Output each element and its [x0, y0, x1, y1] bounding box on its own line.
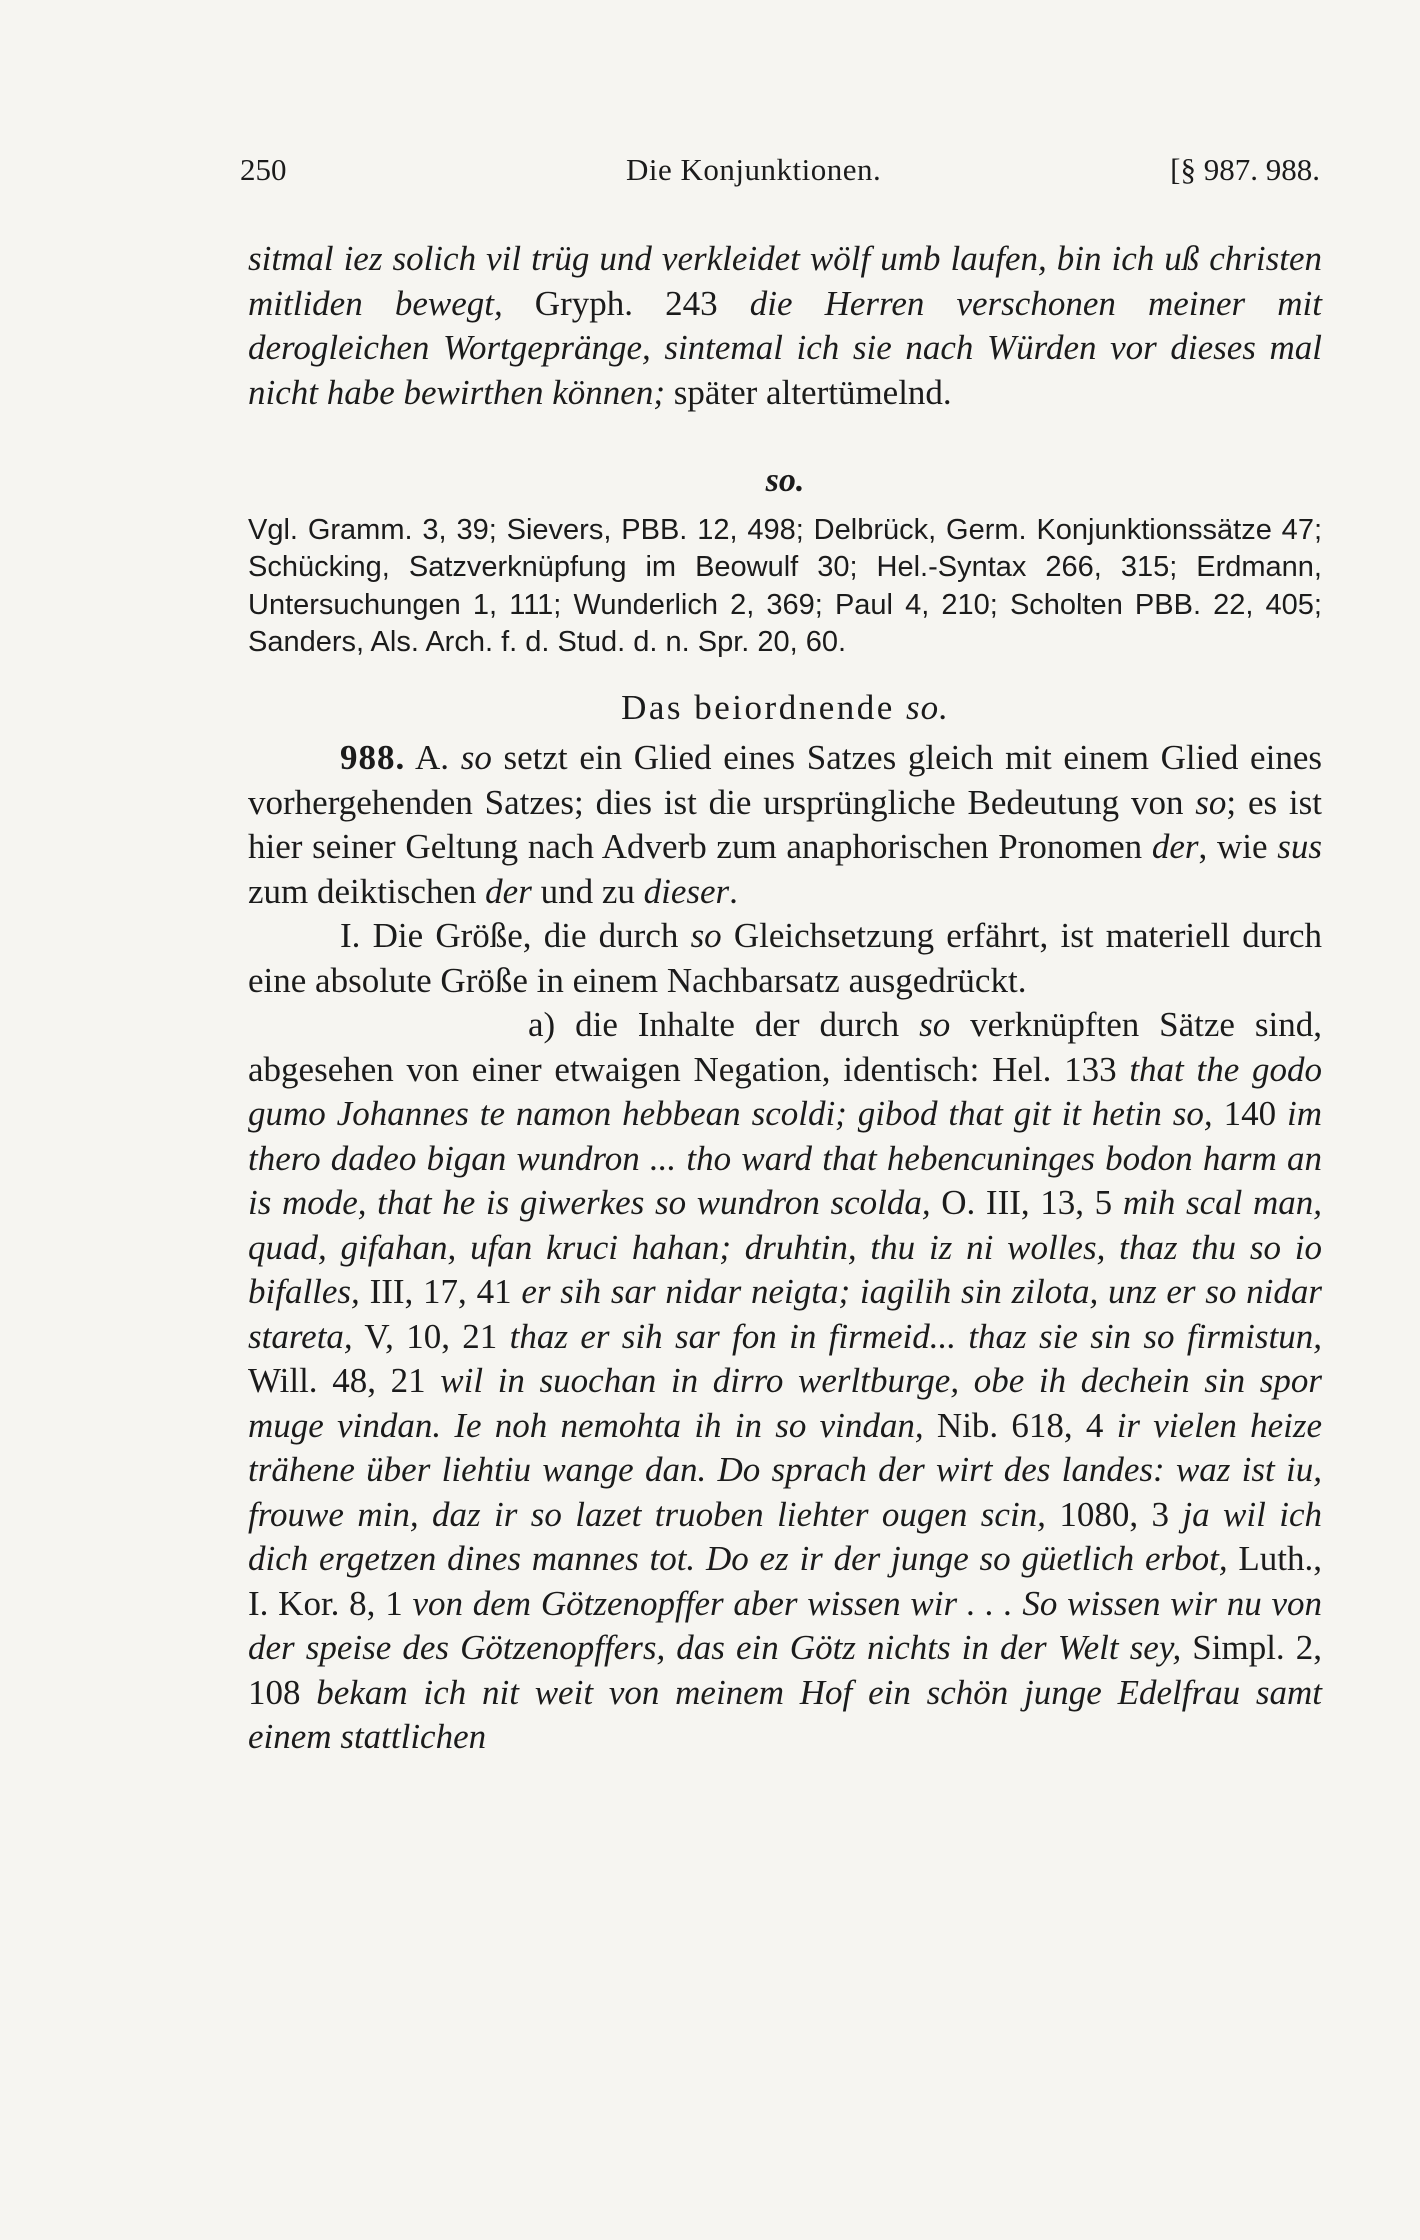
page-number: 250	[240, 152, 287, 187]
section-number: 988.	[340, 738, 406, 777]
quote-text: von dem Götzenopffer aber wissen wir . . . So wissen wir nu von der speise des Götzenopffers, das ein Götz nichts in der Welt sey,	[248, 1583, 1322, 1667]
plain-text: , wie	[1198, 827, 1278, 866]
quote-text: thaz er sih sar fon in firmeid... thaz sie sin so firmistun,	[509, 1316, 1322, 1356]
quote-text: ir vielen heize trähene über liehtiu wange dan. Do sprach der wirt des landes: waz ist iu, frouwe min, daz ir so lazet truoben liehter ougen scin,	[248, 1405, 1323, 1534]
subheading	[248, 686, 1322, 731]
plain-text: Gleichsetzung erfährt, ist materiell durch eine absolute Größe in einem Nachbarsatz ausgedrückt.	[248, 916, 1322, 1000]
subheading-term: so.	[906, 687, 949, 727]
paragraph-988	[248, 736, 1322, 914]
running-header	[240, 152, 1320, 192]
term: so	[460, 738, 492, 777]
quote-text: sitmal iez solich vil trüg und verkleidet wölf umb laufen, bin ich uß christen mitliden bewegt,	[248, 239, 1322, 323]
term: sus	[1277, 827, 1323, 866]
citation: Luth., I. Kor. 8, 1	[248, 1539, 1322, 1623]
citation: 1080, 3	[1045, 1494, 1183, 1534]
citation: Nib. 618, 4	[923, 1405, 1117, 1445]
citation: Gryph. 243	[502, 283, 750, 323]
section-heading: so.	[765, 462, 805, 499]
plain-text: zum deiktischen	[248, 871, 486, 911]
text-body	[248, 237, 1322, 1760]
section-reference: [§ 987. 988.	[1170, 152, 1320, 187]
plain-text: später altertümelnd.	[664, 372, 952, 412]
citation: 140	[1212, 1094, 1287, 1133]
plain-text: I. Die Größe, die durch	[340, 916, 691, 955]
term: so	[919, 1005, 951, 1044]
quote-text: that the godo gumo Johannes te namon hebbean scoldi; gibod that git it hetin so,	[248, 1049, 1323, 1133]
references-paragraph: Vgl. Gramm. 3, 39; Sievers, PBB. 12, 498; Delbrück, Germ. Konjunktionssätze 47; Schücking, Satzverknüpfung im Beowulf 30; Hel.-Syntax 266, 315; Erdmann, Untersuchungen 1, 111; Wunderlich 2, 369; Paul 4, 210; Scholten PBB. 22, 405; Sanders, Als. Arch. f. d. Stud. d. n. Spr. 20, 60.	[248, 513, 1322, 658]
term: dieser	[643, 871, 730, 911]
running-title: Die Konjunktionen.	[626, 152, 882, 187]
quote-text: ja wil ich dich ergetzen dines mannes tot. Do ez ir der junge so güetlich erbot,	[248, 1494, 1322, 1578]
quote-text: bekam ich nit weit von meinem Hof ein schön junge Edelfrau samt einem stattlichen	[248, 1672, 1322, 1756]
paragraph-I	[248, 914, 1322, 1003]
citation: III, 17, 41	[359, 1272, 522, 1311]
term: so	[690, 916, 722, 955]
term: der	[1151, 827, 1199, 866]
plain-text: .	[729, 871, 738, 911]
paragraph-intro	[248, 237, 1322, 415]
quote-text: er sih sar nidar neigta; iagilih sin zilota, unz er so nidar stareta,	[248, 1272, 1323, 1356]
term: so	[1195, 782, 1227, 822]
plain-text: setzt ein Glied eines Satzes gleich mit einem Glied eines vorhergehenden Satzes; dies ist die ursprüngliche Bedeutung von	[248, 738, 1322, 822]
plain-text: a) die Inhalte der durch	[528, 1005, 920, 1044]
plain-text: verknüpften Sätze sind, abgesehen von einer etwaigen Negation, identisch: Hel. 133	[248, 1005, 1322, 1089]
plain-text: und zu	[531, 871, 644, 911]
citation: Will. 48, 21	[248, 1361, 441, 1400]
citation: O. III, 13, 5	[930, 1183, 1123, 1222]
plain-text: ; es ist hier seiner Geltung nach Adverb zum anaphorischen Pronomen	[248, 782, 1323, 866]
quote-text: mih scal man, quad, gifahan, ufan kruci hahan; druhtin, thu iz ni wolles, thaz thu so io bifalles,	[248, 1183, 1322, 1311]
quote-text: die Herren verschonen meiner mit derogleichen Wortgepränge, sintemal ich sie nach Würden vor dieses mal nicht habe bewirthen können;	[248, 283, 1322, 412]
term: der	[485, 871, 532, 911]
citation: Simpl. 2, 108	[248, 1628, 1322, 1712]
quote-text: im thero dadeo bigan wundron ... tho ward that hebencuninges bodon harm an is mode, that he is giwerkes so wundron scolda,	[248, 1094, 1322, 1222]
plain-text: A.	[405, 738, 461, 777]
quote-text: wil in suochan in dirro werltburge, obe ih dechein sin spor muge vindan. Ie noh nemohta ih in so vindan,	[248, 1361, 1322, 1445]
paragraph-a	[248, 1003, 1322, 1760]
citation: V, 10, 21	[352, 1316, 510, 1356]
subheading-text: Das beiordnende	[621, 687, 907, 727]
